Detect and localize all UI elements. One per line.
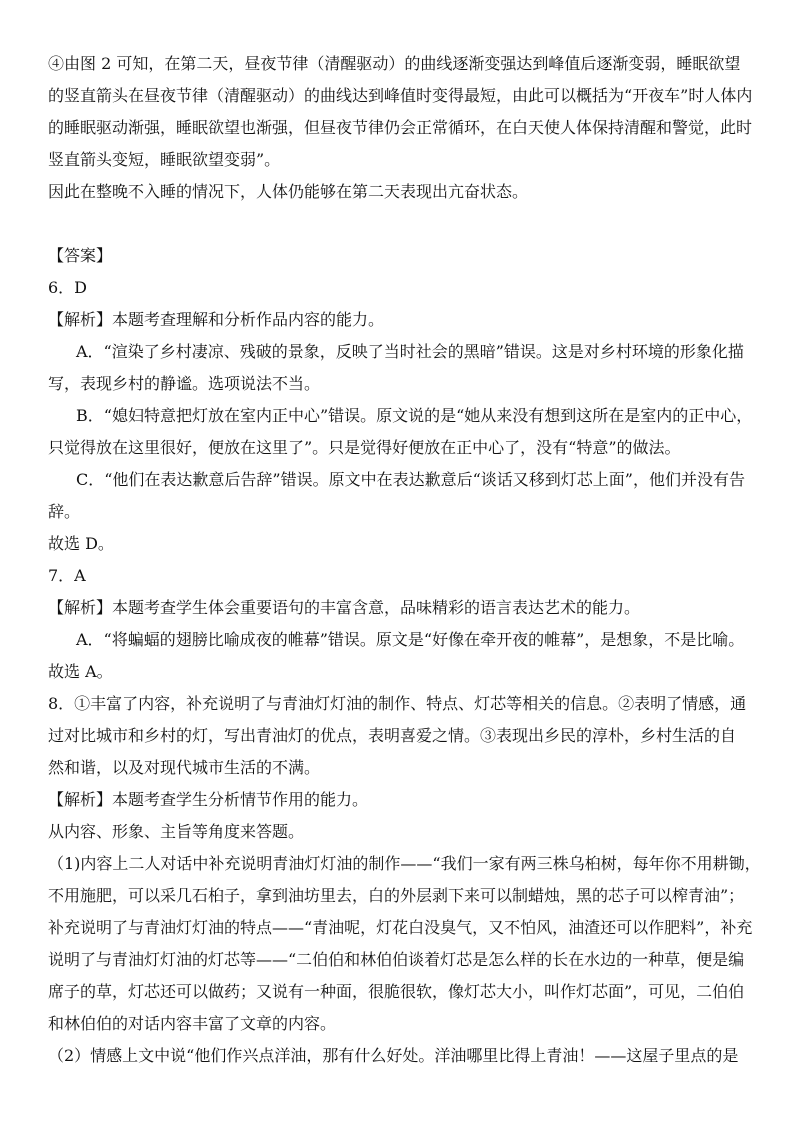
spacer: [48, 208, 758, 240]
question-8-point-1: （1)内容上二人对话中补充说明青油灯灯油的制作——“我们一家有两三株乌桕树，每年你不用耕锄，: [48, 854, 761, 873]
question-8-answer: 8．①丰富了内容，补充说明了与青油灯灯油的制作、特点、灯芯等相关的信息。②表明了情感，通: [48, 694, 747, 713]
question-6-analysis: 【解析】本题考查理解和分析作品内容的能力。: [48, 310, 385, 329]
question-8-point-1-cont: 和林伯伯的对话内容丰富了文章的内容。: [48, 1014, 337, 1033]
text-line: ④由图 2 可知，在第二天，昼夜节律（清醒驱动）的曲线逐渐变强达到峰值后逐渐变弱，睡眠欲望: [48, 54, 741, 73]
question-6-option-b: B．“媳妇特意把灯放在室内正中心”错误。原文说的是“她从来没有想到这所在是室内的正中心，: [76, 406, 753, 425]
question-8-angle: 从内容、形象、主旨等角度来答题。: [48, 822, 305, 841]
question-6-answer: 6．D: [48, 278, 88, 297]
question-8-point-1-cont: 不用施肥，可以采几石桕子，拿到油坊里去，白的外层剥下来可以制蜡烛，黑的芯子可以榨青油”；: [48, 886, 745, 905]
text-line: 竖直箭头变短，睡眠欲望变弱”。: [48, 150, 281, 169]
question-6-choice: 故选 D。: [48, 534, 114, 553]
question-6-option-a-cont: 写，表现乡村的静谧。选项说法不当。: [48, 374, 321, 393]
question-8-point-2: （2）情感上文中说“他们作兴点洋油，那有什么好处。洋油哪里比得上青油！——这屋子里点的是: [48, 1046, 739, 1065]
text-line: 因此在整晚不入睡的情况下，人体仍能够在第二天表现出亢奋状态。: [48, 182, 529, 201]
question-8-answer-cont: 过对比城市和乡村的灯，写出青油灯的优点，表明喜爱之情。③表现出乡民的淳朴，乡村生活的自: [48, 726, 737, 745]
question-6-option-b-cont: 只觉得放在这里很好，便放在这里了”。只是觉得好便放在正中心了，没有“特意”的做法。: [48, 438, 681, 457]
question-8-answer-cont: 然和谐，以及对现代城市生活的不满。: [48, 758, 321, 777]
document-page: [48, 48, 761, 1072]
question-7-analysis: 【解析】本题考查学生体会重要语句的丰富含意，品味精彩的语言表达艺术的能力。: [48, 598, 641, 617]
text-line: 的睡眠驱动渐强，睡眠欲望也渐强，但昼夜节律仍会正常循环，在白天使人体保持清醒和警觉，此时: [48, 118, 753, 137]
question-7-choice: 故选 A。: [48, 662, 113, 681]
question-8-analysis: 【解析】本题考查学生分析情节作用的能力。: [48, 790, 369, 809]
question-8-point-1-cont: 补充说明了与青油灯灯油的特点——“青油呢，灯花白没臭气，又不怕风，油渣还可以作肥料”，补充: [48, 918, 753, 937]
question-6-option-c: C．“他们在表达歉意后告辞”错误。原文中在表达歉意后“谈话又移到灯芯上面”，他们并没有告: [76, 470, 745, 489]
question-7-answer: 7．A: [48, 566, 86, 585]
question-7-option-a: A．“将蝙蝠的翅膀比喻成夜的帷幕”错误。原文是“好像在牵开夜的帷幕”，是想象，不是比喻。: [76, 630, 745, 649]
question-6-option-a: A．“渲染了乡村凄凉、残破的景象，反映了当时社会的黑暗”错误。这是对乡村环境的形象化描: [76, 342, 744, 361]
question-6-option-c-cont: 辞。: [48, 502, 81, 521]
text-line: 的竖直箭头在昼夜节律（清醒驱动）的曲线达到峰值时变得最短，由此可以概括为“开夜车”时人体内: [48, 86, 753, 105]
question-8-point-1-cont: 席子的草，灯芯还可以做药；又说有一种面，很脆很软，像灯芯大小，叫作灯芯面”，可见，二伯伯: [48, 982, 745, 1001]
question-8-point-1-cont: 说明了与青油灯灯油的灯芯等——“二伯伯和林伯伯谈着灯芯是怎么样的长在水边的一种草，便是编: [48, 950, 745, 969]
paragraph-figure-analysis: [48, 48, 758, 208]
answer-header: 【答案】: [48, 246, 113, 265]
